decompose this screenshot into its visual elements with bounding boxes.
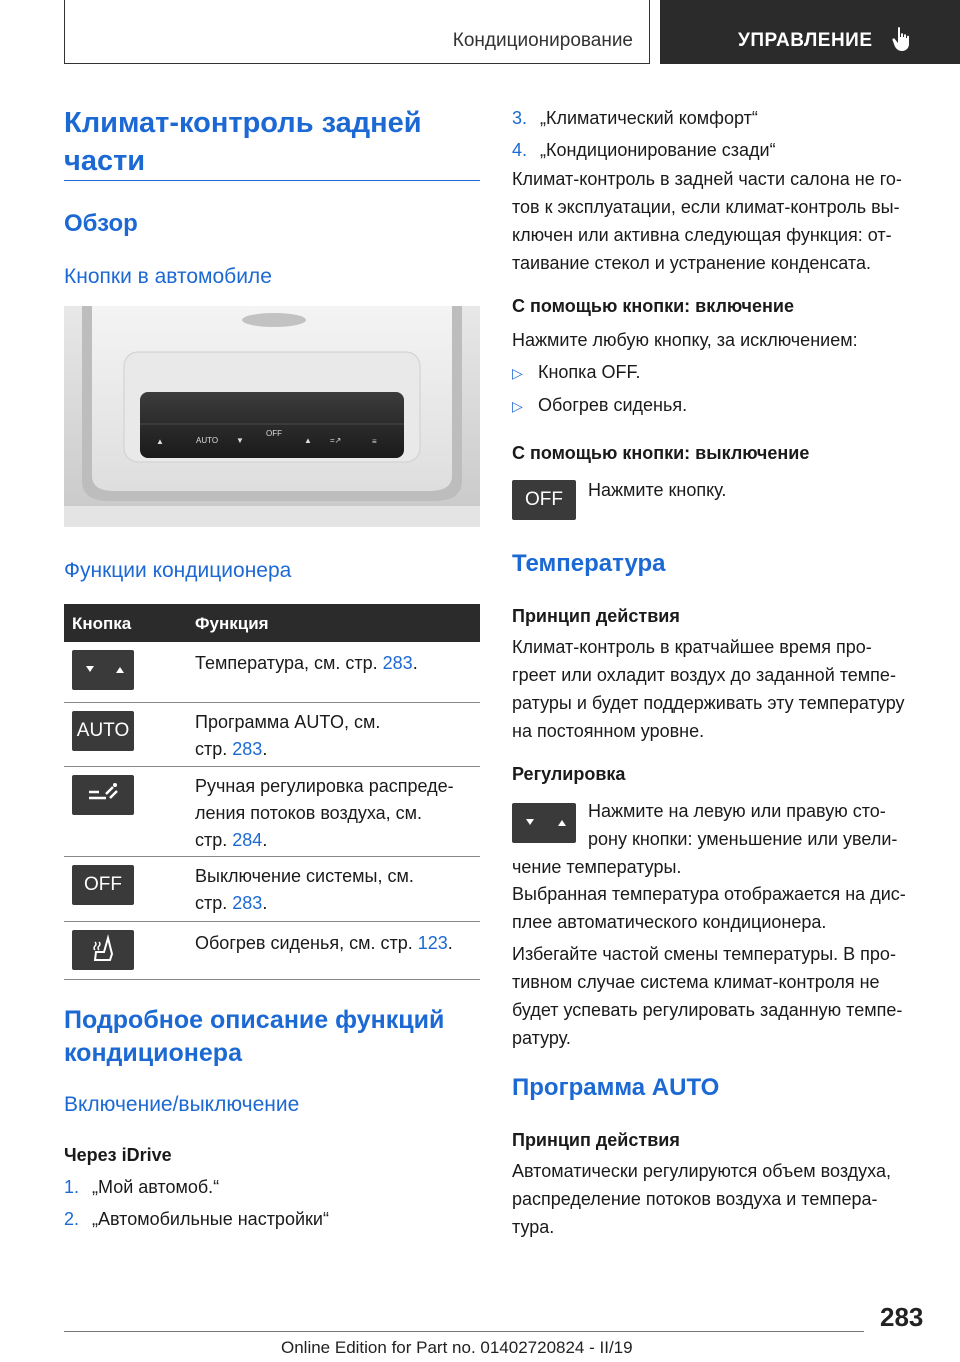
col-button: Кнопка [72, 614, 132, 633]
avoid-paragraph [512, 940, 902, 1052]
step-text: „Автомобильные настройки“ [92, 1209, 329, 1229]
button-off-heading: С помощью кнопки: выключение [512, 443, 810, 463]
idrive-heading: Через iDrive [64, 1145, 172, 1165]
text-line: распределение потоков воздуха и темпера- [512, 1189, 878, 1209]
auto-principle-heading: Принцип действия [512, 1130, 680, 1150]
row-text-end: . [262, 830, 268, 850]
page-link[interactable]: 123 [417, 933, 448, 953]
row-text-part: стр. [195, 739, 233, 759]
header-chapter-tab [660, 0, 960, 64]
page-title-line: части [64, 145, 146, 177]
col-function: Функция [195, 614, 269, 633]
auto-key [72, 711, 134, 751]
off-key [512, 480, 576, 520]
step-number: 3. [512, 108, 528, 128]
exception-text: Кнопка OFF. [538, 362, 641, 382]
exception-text: Обогрев сиденья. [538, 395, 688, 415]
row-text-part: Температура, см. стр. [195, 653, 383, 673]
air-distribution-icon [72, 775, 134, 815]
header-section-tab [64, 0, 650, 64]
text-line: Автоматически регулируются объем воздуха, [512, 1161, 891, 1181]
text-line: Выбранная температура отображается на дис- [512, 884, 906, 904]
text-line: Избегайте частой смены температуры. В про- [512, 944, 896, 964]
bullet-triangle-icon: ▷ [512, 398, 523, 414]
step-number: 4. [512, 140, 528, 160]
text-line: тивном случае система климат-контроля не [512, 972, 880, 992]
row-text [195, 863, 480, 917]
svg-text:=↗: =↗ [330, 436, 342, 445]
row-text-end: . [412, 653, 418, 673]
readiness-paragraph [512, 165, 902, 277]
row-text-part: стр. [195, 893, 233, 913]
row-text [195, 709, 480, 763]
auto-program-heading: Программа AUTO [512, 1074, 720, 1101]
overview-heading: Обзор [64, 210, 138, 237]
display-paragraph [512, 880, 906, 936]
header-section-label: Кондиционирование [452, 30, 633, 51]
page-link[interactable]: 283 [232, 739, 263, 759]
text-line: греет или охладит воздух до заданной темпе- [512, 665, 896, 685]
text-line: рону кнопки: уменьшение или увели- [588, 829, 898, 849]
temperature-key [72, 650, 134, 690]
button-off-text: Нажмите кнопку. [588, 480, 727, 500]
row-text-end: . [262, 739, 268, 759]
table-row [64, 922, 480, 980]
row-text-part: ления потоков воздуха, см. [195, 803, 423, 823]
header-chapter-label: УПРАВЛЕНИЕ [738, 30, 873, 51]
temperature-arrows-icon [512, 803, 576, 843]
text-line: тов к эксплуатации, если климат-контроль вы- [512, 197, 900, 217]
adjust-text-end: чение температуры. [512, 857, 682, 877]
temperature-arrows-icon [72, 650, 134, 690]
row-text-end: . [447, 933, 453, 953]
button-on-heading: С помощью кнопки: включение [512, 296, 794, 316]
step-text: „Мой автомоб.“ [92, 1177, 220, 1197]
list-item [512, 358, 687, 387]
detail-heading [64, 1004, 480, 1070]
page-link[interactable]: 283 [232, 893, 263, 913]
text-line: ратуры и будет поддерживать эту температуру [512, 693, 905, 713]
svg-text:≡: ≡ [372, 437, 377, 446]
button-on-text: Нажмите любую кнопку, за исключением: [512, 330, 858, 350]
svg-text:▼: ▼ [236, 436, 244, 445]
step-text: „Климатический комфорт“ [540, 108, 758, 128]
row-text-end: . [262, 893, 268, 913]
temperature-heading: Температура [512, 550, 666, 577]
pointing-hand-icon [892, 26, 914, 52]
auto-principle [512, 1157, 891, 1241]
page-link[interactable]: 283 [382, 653, 413, 673]
step-number: 2. [64, 1209, 80, 1229]
adjust-heading: Регулировка [512, 764, 626, 784]
row-text-part: стр. [195, 830, 233, 850]
table-row [64, 703, 480, 767]
off-key-label: OFF [525, 489, 563, 510]
climate-panel-photo [64, 306, 480, 527]
detail-heading-line: кондиционера [64, 1039, 242, 1067]
onoff-heading: Включение/выключение [64, 1093, 300, 1116]
row-text [195, 930, 480, 957]
bullet-triangle-icon: ▷ [512, 365, 523, 381]
table-row [64, 767, 480, 857]
text-line: ратуру. [512, 1028, 571, 1048]
text-line: плее автоматического кондиционера. [512, 912, 827, 932]
off-key [72, 865, 134, 905]
page-link[interactable]: 284 [232, 830, 263, 850]
table-header [64, 604, 480, 642]
row-text [195, 650, 480, 677]
functions-heading: Функции кондиционера [64, 559, 292, 582]
row-text-part: Выключение системы, см. [195, 866, 414, 886]
row-text [195, 773, 480, 854]
seat-heating-icon [72, 930, 134, 970]
list-item [64, 1205, 329, 1233]
auto-key-label: AUTO [76, 720, 130, 741]
text-line: тура. [512, 1217, 555, 1237]
temperature-key [512, 803, 576, 843]
svg-text:▲: ▲ [304, 436, 312, 445]
adjust-text [588, 797, 897, 853]
list-item [64, 1173, 329, 1201]
photo-auto-label: AUTO [196, 436, 219, 445]
footer-rule [64, 1331, 864, 1332]
text-line: Нажмите на левую или правую сто- [588, 801, 886, 821]
seat-heating-key [72, 930, 134, 970]
row-text-part: Обогрев сиденья, см. стр. [195, 933, 418, 953]
row-text-part: Ручная регулировка распреде- [195, 776, 454, 796]
text-line: Климат-контроль в задней части салона не го- [512, 169, 902, 189]
off-key-label: OFF [84, 874, 122, 895]
page-title-line: Климат-контроль задней [64, 107, 422, 139]
row-text-part: Программа AUTO, см. [195, 712, 381, 732]
edition-note: Online Edition for Part no. 01402720824 - II/19 [281, 1338, 633, 1357]
step-list [64, 1173, 329, 1233]
text-line: таивание стекол и устранение конденсата. [512, 253, 871, 273]
list-item [512, 136, 776, 164]
step-list-continued [512, 104, 776, 164]
text-line: Климат-контроль в кратчайшее время про- [512, 637, 872, 657]
list-item [512, 391, 687, 420]
table-row [64, 857, 480, 922]
text-line: будет успевать регулировать заданную темпе- [512, 1000, 903, 1020]
table-row [64, 642, 480, 703]
temperature-principle [512, 633, 905, 745]
photo-off-label: OFF [266, 429, 282, 438]
detail-heading-line: Подробное описание функций [64, 1006, 445, 1034]
buttons-heading: Кнопки в автомобиле [64, 265, 272, 288]
principle-heading: Принцип действия [512, 606, 680, 626]
step-text: „Кондиционирование сзади“ [540, 140, 776, 160]
title-rule [64, 180, 480, 181]
svg-text:▲: ▲ [156, 437, 164, 446]
text-line: ключен или активна следующая функция: от- [512, 225, 892, 245]
list-item [512, 104, 776, 132]
exceptions-list [512, 358, 687, 420]
step-number: 1. [64, 1177, 80, 1197]
page-title [64, 104, 480, 180]
airflow-key [72, 775, 134, 815]
page-number: 283 [880, 1302, 924, 1332]
text-line: на постоянном уровне. [512, 721, 705, 741]
